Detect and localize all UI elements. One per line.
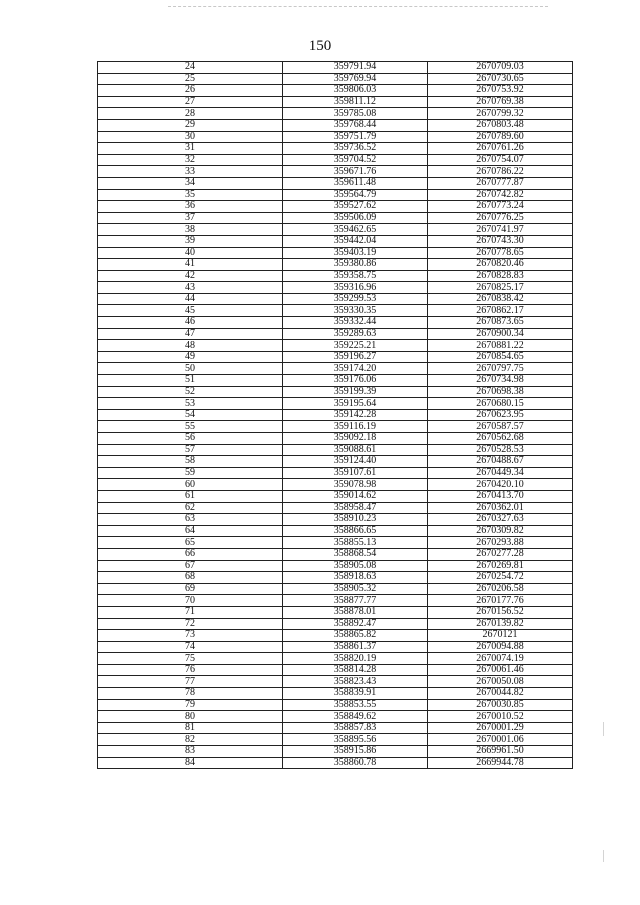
y-coordinate-cell: 2670139.82 (428, 618, 573, 630)
table-row (98, 618, 573, 630)
y-coordinate-cell: 2670121 (428, 630, 573, 642)
x-coordinate-cell: 358905.32 (283, 583, 428, 595)
x-coordinate-cell: 358905.08 (283, 560, 428, 572)
y-coordinate-cell: 2670680.15 (428, 398, 573, 410)
point-number-cell: 57 (98, 444, 283, 456)
point-number-cell: 75 (98, 653, 283, 665)
point-number-cell: 83 (98, 746, 283, 758)
table-row (98, 479, 573, 491)
y-coordinate-cell: 2670094.88 (428, 641, 573, 653)
point-number-cell: 73 (98, 630, 283, 642)
y-coordinate-cell: 2670873.65 (428, 317, 573, 329)
table-row (98, 224, 573, 236)
table-row (98, 119, 573, 131)
x-coordinate-cell: 358892.47 (283, 618, 428, 630)
x-coordinate-cell: 359195.64 (283, 398, 428, 410)
table-row (98, 421, 573, 433)
y-coordinate-cell: 2670327.63 (428, 514, 573, 526)
y-coordinate-cell: 2670777.87 (428, 177, 573, 189)
point-number-cell: 45 (98, 305, 283, 317)
table-row (98, 73, 573, 85)
table-row (98, 351, 573, 363)
y-coordinate-cell: 2670362.01 (428, 502, 573, 514)
table-row (98, 305, 573, 317)
table-row (98, 85, 573, 97)
coordinate-table (97, 61, 573, 769)
table-row (98, 630, 573, 642)
x-coordinate-cell: 358895.56 (283, 734, 428, 746)
point-number-cell: 27 (98, 96, 283, 108)
table-row (98, 270, 573, 282)
x-coordinate-cell: 359092.18 (283, 433, 428, 445)
x-coordinate-cell: 359174.20 (283, 363, 428, 375)
y-coordinate-cell: 2670413.70 (428, 490, 573, 502)
table-row (98, 247, 573, 259)
x-coordinate-cell: 359299.53 (283, 293, 428, 305)
x-coordinate-cell: 359564.79 (283, 189, 428, 201)
y-coordinate-cell: 2670803.48 (428, 119, 573, 131)
point-number-cell: 84 (98, 757, 283, 769)
y-coordinate-cell: 2670709.03 (428, 62, 573, 74)
table-row (98, 328, 573, 340)
y-coordinate-cell: 2670044.82 (428, 688, 573, 700)
point-number-cell: 33 (98, 166, 283, 178)
y-coordinate-cell: 2670528.53 (428, 444, 573, 456)
y-coordinate-cell: 2670741.97 (428, 224, 573, 236)
table-row (98, 722, 573, 734)
x-coordinate-cell: 358820.19 (283, 653, 428, 665)
point-number-cell: 82 (98, 734, 283, 746)
x-coordinate-cell: 358823.43 (283, 676, 428, 688)
x-coordinate-cell: 359358.75 (283, 270, 428, 282)
table-row (98, 386, 573, 398)
x-coordinate-cell: 358868.54 (283, 548, 428, 560)
table-row (98, 595, 573, 607)
x-coordinate-cell: 359330.35 (283, 305, 428, 317)
point-number-cell: 59 (98, 467, 283, 479)
x-coordinate-cell: 358910.23 (283, 514, 428, 526)
y-coordinate-cell: 2670825.17 (428, 282, 573, 294)
point-number-cell: 44 (98, 293, 283, 305)
point-number-cell: 61 (98, 490, 283, 502)
x-coordinate-cell: 359078.98 (283, 479, 428, 491)
x-coordinate-cell: 359806.03 (283, 85, 428, 97)
point-number-cell: 81 (98, 722, 283, 734)
y-coordinate-cell: 2670789.60 (428, 131, 573, 143)
table-row (98, 108, 573, 120)
point-number-cell: 47 (98, 328, 283, 340)
y-coordinate-cell: 2670754.07 (428, 154, 573, 166)
y-coordinate-cell: 2670881.22 (428, 340, 573, 352)
y-coordinate-cell: 2670828.83 (428, 270, 573, 282)
table-row (98, 490, 573, 502)
table-row (98, 734, 573, 746)
point-number-cell: 76 (98, 664, 283, 676)
x-coordinate-cell: 358839.91 (283, 688, 428, 700)
table-row (98, 398, 573, 410)
point-number-cell: 36 (98, 201, 283, 213)
y-coordinate-cell: 2670449.34 (428, 467, 573, 479)
table-row (98, 525, 573, 537)
x-coordinate-cell: 359462.65 (283, 224, 428, 236)
y-coordinate-cell: 2670030.85 (428, 699, 573, 711)
x-coordinate-cell: 359289.63 (283, 328, 428, 340)
table-row (98, 548, 573, 560)
x-coordinate-cell: 358814.28 (283, 664, 428, 676)
point-number-cell: 62 (98, 502, 283, 514)
point-number-cell: 49 (98, 351, 283, 363)
y-coordinate-cell: 2670773.24 (428, 201, 573, 213)
table-row (98, 317, 573, 329)
point-number-cell: 58 (98, 456, 283, 468)
point-number-cell: 67 (98, 560, 283, 572)
table-row (98, 537, 573, 549)
x-coordinate-cell: 359671.76 (283, 166, 428, 178)
top-rule (168, 6, 548, 7)
x-coordinate-cell: 359142.28 (283, 409, 428, 421)
x-coordinate-cell: 358861.37 (283, 641, 428, 653)
x-coordinate-cell: 359403.19 (283, 247, 428, 259)
y-coordinate-cell: 2670742.82 (428, 189, 573, 201)
table-row (98, 653, 573, 665)
x-coordinate-cell: 359088.61 (283, 444, 428, 456)
table-row (98, 293, 573, 305)
x-coordinate-cell: 359785.08 (283, 108, 428, 120)
table-row (98, 746, 573, 758)
x-coordinate-cell: 359736.52 (283, 143, 428, 155)
table-row (98, 143, 573, 155)
point-number-cell: 56 (98, 433, 283, 445)
point-number-cell: 35 (98, 189, 283, 201)
x-coordinate-cell: 359316.96 (283, 282, 428, 294)
table-row (98, 583, 573, 595)
y-coordinate-cell: 2670010.52 (428, 711, 573, 723)
point-number-cell: 65 (98, 537, 283, 549)
y-coordinate-cell: 2670854.65 (428, 351, 573, 363)
y-coordinate-cell: 2670799.32 (428, 108, 573, 120)
y-coordinate-cell: 2670778.65 (428, 247, 573, 259)
point-number-cell: 77 (98, 676, 283, 688)
y-coordinate-cell: 2670587.57 (428, 421, 573, 433)
point-number-cell: 39 (98, 235, 283, 247)
x-coordinate-cell: 359768.44 (283, 119, 428, 131)
y-coordinate-cell: 2670488.67 (428, 456, 573, 468)
table-row (98, 340, 573, 352)
point-number-cell: 43 (98, 282, 283, 294)
table-row (98, 641, 573, 653)
table-row (98, 409, 573, 421)
x-coordinate-cell: 359225.21 (283, 340, 428, 352)
x-coordinate-cell: 358915.86 (283, 746, 428, 758)
point-number-cell: 68 (98, 572, 283, 584)
y-coordinate-cell: 2670786.22 (428, 166, 573, 178)
point-number-cell: 41 (98, 259, 283, 271)
point-number-cell: 26 (98, 85, 283, 97)
point-number-cell: 42 (98, 270, 283, 282)
x-coordinate-cell: 358853.55 (283, 699, 428, 711)
x-coordinate-cell: 358865.82 (283, 630, 428, 642)
table-row (98, 259, 573, 271)
y-coordinate-cell: 2669944.78 (428, 757, 573, 769)
y-coordinate-cell: 2670820.46 (428, 259, 573, 271)
point-number-cell: 72 (98, 618, 283, 630)
table-row (98, 572, 573, 584)
point-number-cell: 60 (98, 479, 283, 491)
margin-mark (603, 850, 604, 862)
x-coordinate-cell: 359811.12 (283, 96, 428, 108)
table-row (98, 235, 573, 247)
point-number-cell: 31 (98, 143, 283, 155)
y-coordinate-cell: 2670743.30 (428, 235, 573, 247)
x-coordinate-cell: 358918.63 (283, 572, 428, 584)
table-row (98, 560, 573, 572)
point-number-cell: 74 (98, 641, 283, 653)
point-number-cell: 80 (98, 711, 283, 723)
x-coordinate-cell: 359107.61 (283, 467, 428, 479)
point-number-cell: 30 (98, 131, 283, 143)
table-row (98, 375, 573, 387)
x-coordinate-cell: 359506.09 (283, 212, 428, 224)
point-number-cell: 78 (98, 688, 283, 700)
x-coordinate-cell: 359704.52 (283, 154, 428, 166)
x-coordinate-cell: 359791.94 (283, 62, 428, 74)
table-row (98, 606, 573, 618)
x-coordinate-cell: 359380.86 (283, 259, 428, 271)
point-number-cell: 70 (98, 595, 283, 607)
x-coordinate-cell: 359751.79 (283, 131, 428, 143)
point-number-cell: 40 (98, 247, 283, 259)
point-number-cell: 64 (98, 525, 283, 537)
table-row (98, 456, 573, 468)
table-row (98, 676, 573, 688)
point-number-cell: 53 (98, 398, 283, 410)
y-coordinate-cell: 2670074.19 (428, 653, 573, 665)
table-row (98, 688, 573, 700)
point-number-cell: 71 (98, 606, 283, 618)
x-coordinate-cell: 358849.62 (283, 711, 428, 723)
x-coordinate-cell: 359176.06 (283, 375, 428, 387)
point-number-cell: 48 (98, 340, 283, 352)
x-coordinate-cell: 359124.40 (283, 456, 428, 468)
y-coordinate-cell: 2670730.65 (428, 73, 573, 85)
x-coordinate-cell: 358855.13 (283, 537, 428, 549)
y-coordinate-cell: 2670309.82 (428, 525, 573, 537)
y-coordinate-cell: 2670420.10 (428, 479, 573, 491)
table-row (98, 467, 573, 479)
x-coordinate-cell: 359014.62 (283, 490, 428, 502)
y-coordinate-cell: 2670797.75 (428, 363, 573, 375)
table-row (98, 664, 573, 676)
table-row (98, 166, 573, 178)
y-coordinate-cell: 2670050.08 (428, 676, 573, 688)
x-coordinate-cell: 359116.19 (283, 421, 428, 433)
y-coordinate-cell: 2669961.50 (428, 746, 573, 758)
point-number-cell: 55 (98, 421, 283, 433)
point-number-cell: 54 (98, 409, 283, 421)
y-coordinate-cell: 2670061.46 (428, 664, 573, 676)
margin-mark (603, 722, 604, 736)
y-coordinate-cell: 2670698.38 (428, 386, 573, 398)
point-number-cell: 34 (98, 177, 283, 189)
y-coordinate-cell: 2670753.92 (428, 85, 573, 97)
x-coordinate-cell: 359199.39 (283, 386, 428, 398)
x-coordinate-cell: 358857.83 (283, 722, 428, 734)
y-coordinate-cell: 2670277.28 (428, 548, 573, 560)
y-coordinate-cell: 2670177.76 (428, 595, 573, 607)
point-number-cell: 79 (98, 699, 283, 711)
y-coordinate-cell: 2670838.42 (428, 293, 573, 305)
table-row (98, 433, 573, 445)
table-row (98, 201, 573, 213)
y-coordinate-cell: 2670761.26 (428, 143, 573, 155)
point-number-cell: 29 (98, 119, 283, 131)
point-number-cell: 37 (98, 212, 283, 224)
point-number-cell: 66 (98, 548, 283, 560)
y-coordinate-cell: 2670001.29 (428, 722, 573, 734)
y-coordinate-cell: 2670776.25 (428, 212, 573, 224)
page-number: 150 (308, 38, 332, 54)
table-row (98, 502, 573, 514)
point-number-cell: 25 (98, 73, 283, 85)
point-number-cell: 38 (98, 224, 283, 236)
table-row (98, 96, 573, 108)
table-row (98, 62, 573, 74)
point-number-cell: 24 (98, 62, 283, 74)
point-number-cell: 32 (98, 154, 283, 166)
x-coordinate-cell: 359196.27 (283, 351, 428, 363)
table-row (98, 514, 573, 526)
point-number-cell: 46 (98, 317, 283, 329)
table-row (98, 177, 573, 189)
point-number-cell: 63 (98, 514, 283, 526)
x-coordinate-cell: 358877.77 (283, 595, 428, 607)
point-number-cell: 50 (98, 363, 283, 375)
table-row (98, 363, 573, 375)
table-row (98, 212, 573, 224)
y-coordinate-cell: 2670293.88 (428, 537, 573, 549)
y-coordinate-cell: 2670269.81 (428, 560, 573, 572)
table-row (98, 757, 573, 769)
y-coordinate-cell: 2670623.95 (428, 409, 573, 421)
x-coordinate-cell: 358878.01 (283, 606, 428, 618)
y-coordinate-cell: 2670769.38 (428, 96, 573, 108)
x-coordinate-cell: 359769.94 (283, 73, 428, 85)
table-row (98, 154, 573, 166)
point-number-cell: 51 (98, 375, 283, 387)
y-coordinate-cell: 2670156.52 (428, 606, 573, 618)
point-number-cell: 52 (98, 386, 283, 398)
x-coordinate-cell: 359527.62 (283, 201, 428, 213)
point-number-cell: 69 (98, 583, 283, 595)
x-coordinate-cell: 359332.44 (283, 317, 428, 329)
table-row (98, 711, 573, 723)
y-coordinate-cell: 2670254.72 (428, 572, 573, 584)
y-coordinate-cell: 2670734.98 (428, 375, 573, 387)
x-coordinate-cell: 358866.65 (283, 525, 428, 537)
table-row (98, 189, 573, 201)
y-coordinate-cell: 2670206.58 (428, 583, 573, 595)
y-coordinate-cell: 2670001.06 (428, 734, 573, 746)
y-coordinate-cell: 2670562.68 (428, 433, 573, 445)
x-coordinate-cell: 359442.04 (283, 235, 428, 247)
y-coordinate-cell: 2670862.17 (428, 305, 573, 317)
coordinate-table-body (98, 62, 573, 769)
x-coordinate-cell: 359611.48 (283, 177, 428, 189)
y-coordinate-cell: 2670900.34 (428, 328, 573, 340)
table-row (98, 282, 573, 294)
table-row (98, 444, 573, 456)
point-number-cell: 28 (98, 108, 283, 120)
x-coordinate-cell: 358958.47 (283, 502, 428, 514)
table-row (98, 131, 573, 143)
table-row (98, 699, 573, 711)
x-coordinate-cell: 358860.78 (283, 757, 428, 769)
